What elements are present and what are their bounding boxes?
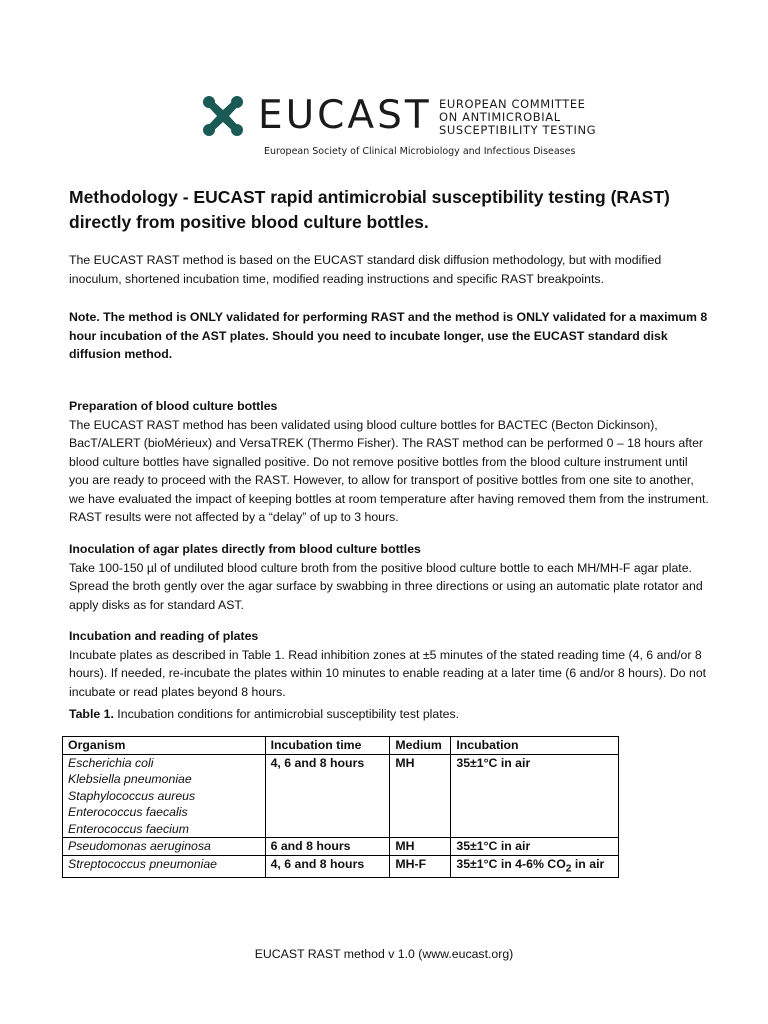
eucast-x-mark-icon — [203, 96, 243, 136]
medium-cell: MH — [390, 754, 451, 838]
organism-cell — [63, 855, 266, 878]
organism-name: Klebsiella pneumoniae — [68, 772, 192, 786]
section-inoculation — [69, 540, 709, 614]
intro-paragraph: The EUCAST RAST method is based on the EUCAST standard disk diffusion methodology, but with modified inoculum, shortened incubation time, modified reading instructions and specific RAST breakpoints. — [69, 253, 662, 286]
section-heading: Incubation and reading of plates — [69, 629, 259, 643]
logo-committee-text — [439, 98, 639, 137]
organism-name: Pseudomonas aeruginosa — [68, 839, 211, 853]
table-row — [63, 754, 619, 838]
incubation-cell: 35±1°C in air — [451, 838, 619, 856]
incubation-table — [62, 736, 619, 878]
logo-wordmark: EUCAST — [258, 93, 432, 138]
section-body: Incubate plates as described in Table 1. Read inhibition zones at ±5 minutes of the stated reading time (4, 6 and/or 8 hours). If needed, re-incubate the plates within 10 minutes to enable reading at a later time (6 and/or 8 hours). Do not incubate or read plates beyond 8 hours. — [69, 647, 707, 699]
medium-cell: MH-F — [390, 855, 451, 878]
table-header: Organism — [63, 737, 266, 755]
table-row — [63, 838, 619, 856]
table-caption-text: Incubation conditions for antimicrobial susceptibility test plates. — [113, 707, 460, 721]
committee-line: SUSCEPTIBILITY TESTING — [439, 123, 597, 137]
table-caption-label: Table 1. — [69, 707, 114, 721]
table-caption — [69, 705, 709, 724]
section-heading: Inoculation of agar plates directly from blood culture bottles — [69, 542, 421, 556]
table-row — [63, 855, 619, 878]
organism-name: Enterococcus faecium — [68, 821, 189, 836]
table-header-row — [63, 737, 619, 755]
committee-line: EUROPEAN COMMITTEE — [439, 97, 586, 111]
document-title: Methodology - EUCAST rapid antimicrobial susceptibility testing (RAST) directly from positive blood culture bottles. — [69, 187, 670, 232]
incubation-cell — [451, 855, 619, 878]
organism-name: Streptococcus pneumoniae — [68, 856, 218, 871]
organism-name: Enterococcus faecalis — [68, 805, 188, 819]
incubation-time-cell: 6 and 8 hours — [265, 838, 390, 856]
incubation-prefix: 35±1°C in 4-6% CO — [456, 856, 566, 871]
incubation-time-cell: 4, 6 and 8 hours — [265, 855, 390, 878]
table-header: Medium — [390, 737, 451, 755]
table-header: Incubation time — [265, 737, 390, 755]
incubation-suffix: in air — [571, 856, 605, 871]
note-paragraph: Note. The method is ONLY validated for performing RAST and the method is ONLY validated for a maximum 8 hour incubation of the AST plates. Should you need to incubate longer, use the EUCAST standard disk diffusion method. — [69, 310, 708, 361]
committee-line: ON ANTIMICROBIAL — [439, 110, 561, 124]
co2-subscript: 2 — [565, 862, 572, 874]
organism-name: Escherichia coli — [68, 755, 154, 770]
section-heading: Preparation of blood culture bottles — [69, 399, 278, 413]
section-preparation — [69, 397, 709, 527]
section-body: The EUCAST RAST method has been validated using blood culture bottles for BACTEC (Becton Dickinson), BacT/ALERT (bioMérieux) and VersaTREK (Thermo Fisher). The RAST method can be performed 0 – 18 hours after blood culture bottles have signalled positive. Do not remove positive bottles from the blood culture instrument until you are ready to proceed with the RAST. However, to allow for transport of positive bottles from one site to another, we have evaluated the impact of keeping bottles at room temperature after having removed them from the instrument. RAST results were not affected by a “delay” of up to 3 hours. — [69, 417, 709, 524]
incubation-time-cell: 4, 6 and 8 hours — [265, 754, 390, 838]
section-body: Take 100-150 µl of undiluted blood culture broth from the positive blood culture bottle to each MH/MH-F agar plate. Spread the broth gently over the agar surface by swabbing in three directions or using an automatic plate rotator and apply disks as for standard AST. — [69, 560, 703, 612]
medium-cell: MH — [390, 838, 451, 856]
page-footer: EUCAST RAST method v 1.0 (www.eucast.org) — [254, 947, 514, 961]
society-name: European Society of Clinical Microbiology and Infectious Diseases — [264, 146, 576, 157]
section-incubation — [69, 627, 709, 701]
organism-cell — [63, 754, 266, 838]
organism-name: Staphylococcus aureus — [68, 788, 196, 803]
organism-cell — [63, 838, 266, 856]
table-header: Incubation — [451, 737, 619, 755]
incubation-cell: 35±1°C in air — [451, 754, 619, 838]
